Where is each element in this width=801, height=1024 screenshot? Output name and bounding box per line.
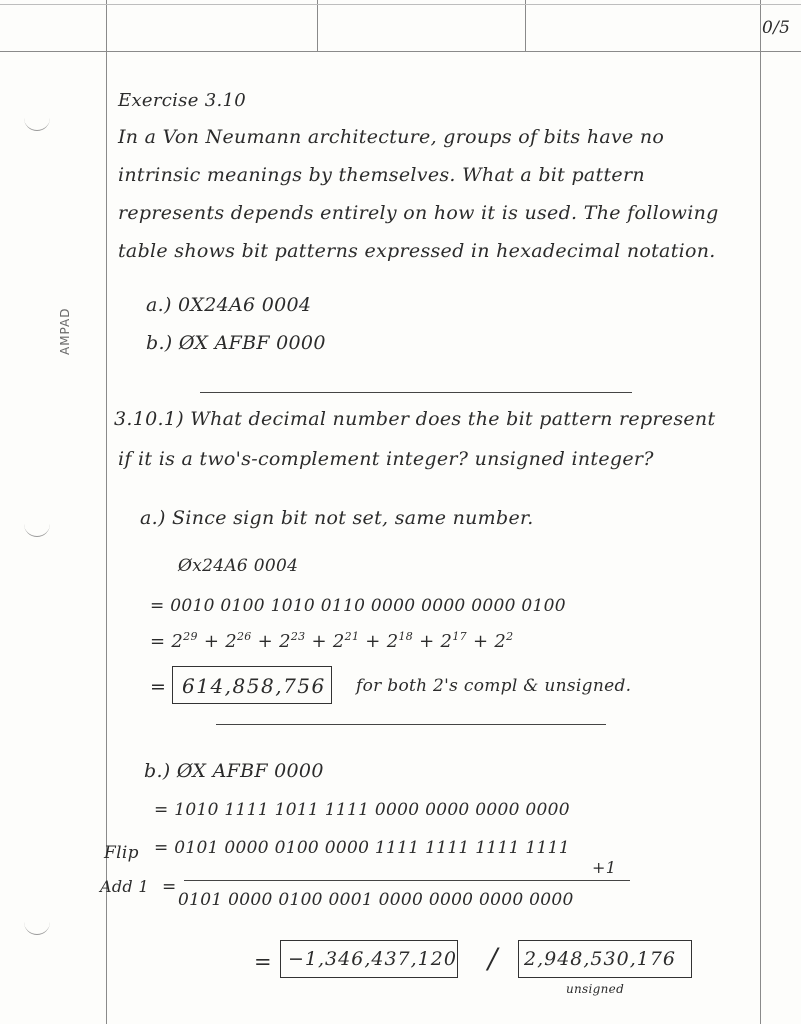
add-rule xyxy=(184,880,630,881)
power-term: $2^{26}$ xyxy=(225,630,252,652)
question-line-1: 3.10.1) What decimal number does the bit pattern represent xyxy=(114,408,716,430)
part-b-binary: = 1010 1111 1011 1111 0000 0000 0000 0000 xyxy=(154,800,570,820)
power-prefix: = xyxy=(150,631,172,652)
section-divider-2 xyxy=(216,724,606,725)
plus-sign: + xyxy=(203,631,220,652)
power-term: $2^{17}$ xyxy=(440,630,467,652)
brand-logo: AMPAD xyxy=(58,307,72,355)
result-slash: / xyxy=(488,942,498,975)
exercise-title: Exercise 3.10 xyxy=(118,90,246,111)
part-b-equals: = xyxy=(254,950,272,974)
part-a-powers xyxy=(150,630,513,652)
section-divider-1 xyxy=(200,392,632,393)
binder-hole xyxy=(24,516,50,537)
plus-sign: + xyxy=(472,631,489,652)
part-a-result: 614,858,756 xyxy=(182,674,326,698)
left-margin-rule xyxy=(106,0,107,1024)
power-term: $2^{21}$ xyxy=(332,630,360,652)
unsigned-result: 2,948,530,176 xyxy=(524,948,677,970)
flip-label: Flip xyxy=(104,843,139,863)
plus-sign: + xyxy=(311,631,327,652)
header-rule xyxy=(0,51,801,52)
add-one-label: Add 1 xyxy=(100,877,149,896)
part-b-flip: = 0101 0000 0100 0000 1111 1111 1111 1111 xyxy=(154,838,570,858)
part-b-heading: b.) ØX AFBF 0000 xyxy=(144,760,324,782)
grade: 0/5 xyxy=(762,18,791,38)
right-margin-rule xyxy=(760,0,761,1024)
question-line-2: if it is a two's-complement integer? unsigned integer? xyxy=(118,448,654,470)
top-edge-rule xyxy=(0,4,801,5)
add-one-equals: = xyxy=(162,877,177,897)
power-term: $2^{18}$ xyxy=(386,630,414,652)
plus-sign: + xyxy=(365,631,381,652)
part-a-note: a.) Since sign bit not set, same number. xyxy=(140,507,534,529)
part-a-binary: = 0010 0100 1010 0110 0000 0000 0000 0100 xyxy=(150,596,566,616)
pattern-a: a.) 0X24A6 0004 xyxy=(146,294,312,316)
header-divider-2 xyxy=(525,0,526,51)
intro-line-3: represents depends entirely on how it is used. The following xyxy=(118,202,719,224)
plus-sign: + xyxy=(419,631,435,652)
intro-line-1: In a Von Neumann architecture, groups of bits have no xyxy=(118,126,665,148)
plus-sign: + xyxy=(257,631,274,652)
part-a-hex: Øx24A6 0004 xyxy=(178,556,299,576)
power-term: $2^{29}$ xyxy=(171,630,198,652)
part-a-equals: = xyxy=(150,676,167,698)
header-divider-1 xyxy=(317,0,318,51)
intro-line-2: intrinsic meanings by themselves. What a bit pattern xyxy=(118,164,645,186)
power-term: $2^2$ xyxy=(494,630,514,652)
part-b-add-result: 0101 0000 0100 0001 0000 0000 0000 0000 xyxy=(178,890,574,910)
add-one-plus: +1 xyxy=(592,858,617,877)
binder-hole xyxy=(24,110,50,131)
binder-hole xyxy=(24,914,50,935)
power-term: $2^{23}$ xyxy=(279,630,306,652)
unsigned-label: unsigned xyxy=(566,982,625,996)
intro-line-4: table shows bit patterns expressed in hexadecimal notation. xyxy=(118,240,716,262)
part-a-result-note: for both 2's compl & unsigned. xyxy=(356,676,632,696)
pattern-b: b.) ØX AFBF 0000 xyxy=(146,332,326,354)
signed-result: −1,346,437,120 xyxy=(288,948,457,970)
